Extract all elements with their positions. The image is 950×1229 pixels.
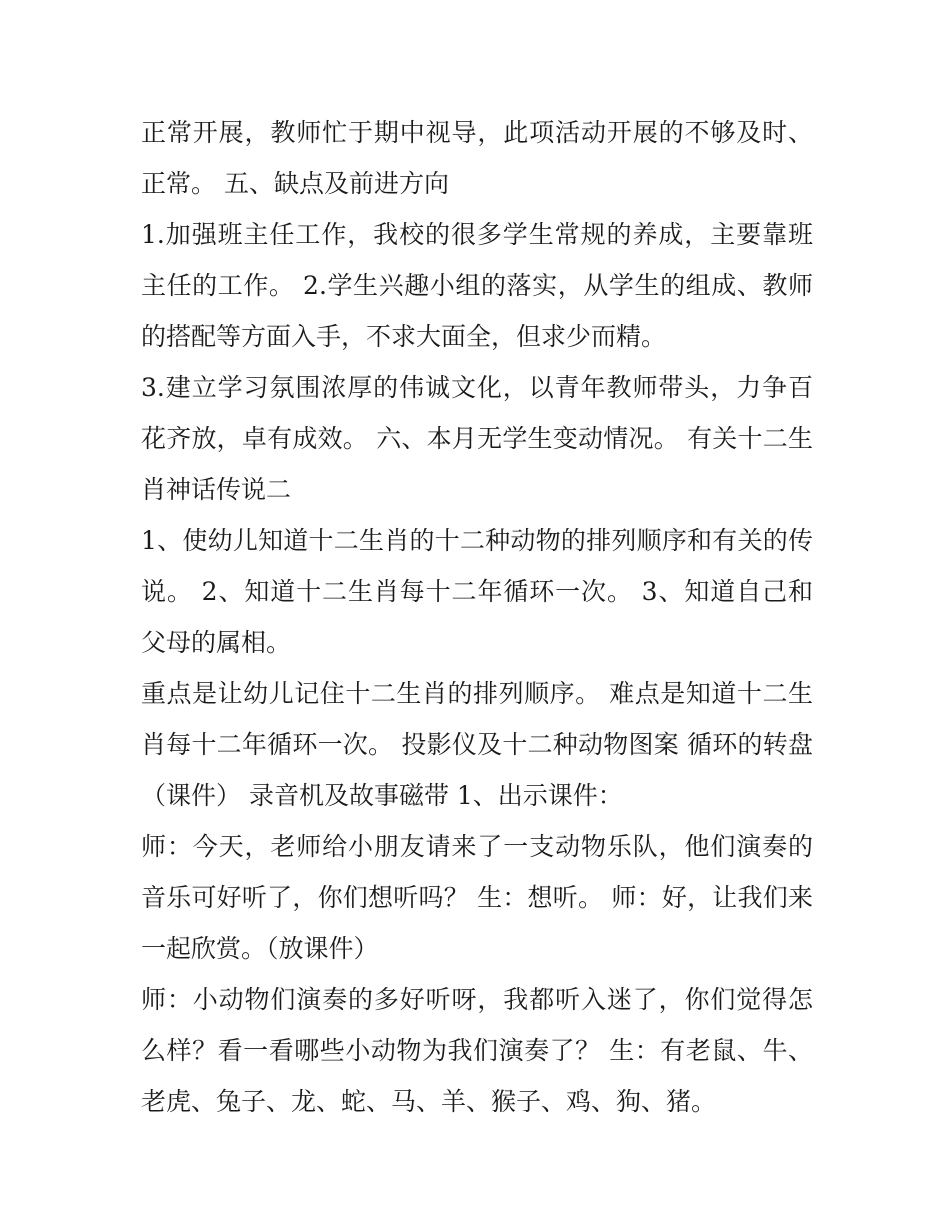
paragraph-4: 1、使幼儿知道十二生肖的十二种动物的排列顺序和有关的传说。 2、知道十二生肖每十二年循环一次。 3、知道自己和父母的属相。: [141, 526, 813, 657]
paragraph-1: 正常开展，教师忙于期中视导，此项活动开展的不够及时、正常。 五、缺点及前进方向: [141, 118, 813, 198]
paragraph-6: 师：今天，老师给小朋友请来了一支动物乐队，他们演奏的音乐可好听了，你们想听吗？ 生：想听。 师：好，让我们来一起欣赏。（放课件）: [141, 832, 813, 963]
paragraph-7: 师：小动物们演奏的多好听呀，我都听入迷了，你们觉得怎么样？看一看哪些小动物为我们演奏了？ 生：有老鼠、牛、老虎、兔子、龙、蛇、马、羊、猴子、鸡、狗、猪。: [141, 985, 813, 1116]
document-body: [141, 107, 813, 1127]
paragraph-3: 3.建立学习氛围浓厚的伟诚文化，以青年教师带头，力争百花齐放，卓有成效。 六、本月无学生变动情况。 有关十二生肖神话传说二: [141, 373, 813, 504]
paragraph-5: 重点是让幼儿记住十二生肖的排列顺序。 难点是知道十二生肖每十二年循环一次。 投影仪及十二种动物图案 循环的转盘（课件） 录音机及故事磁带 1、出示课件：: [141, 679, 813, 810]
paragraph-2: 1.加强班主任工作，我校的很多学生常规的养成，主要靠班主任的工作。 2.学生兴趣小组的落实，从学生的组成、教师的搭配等方面入手，不求大面全，但求少而精。: [141, 220, 813, 351]
